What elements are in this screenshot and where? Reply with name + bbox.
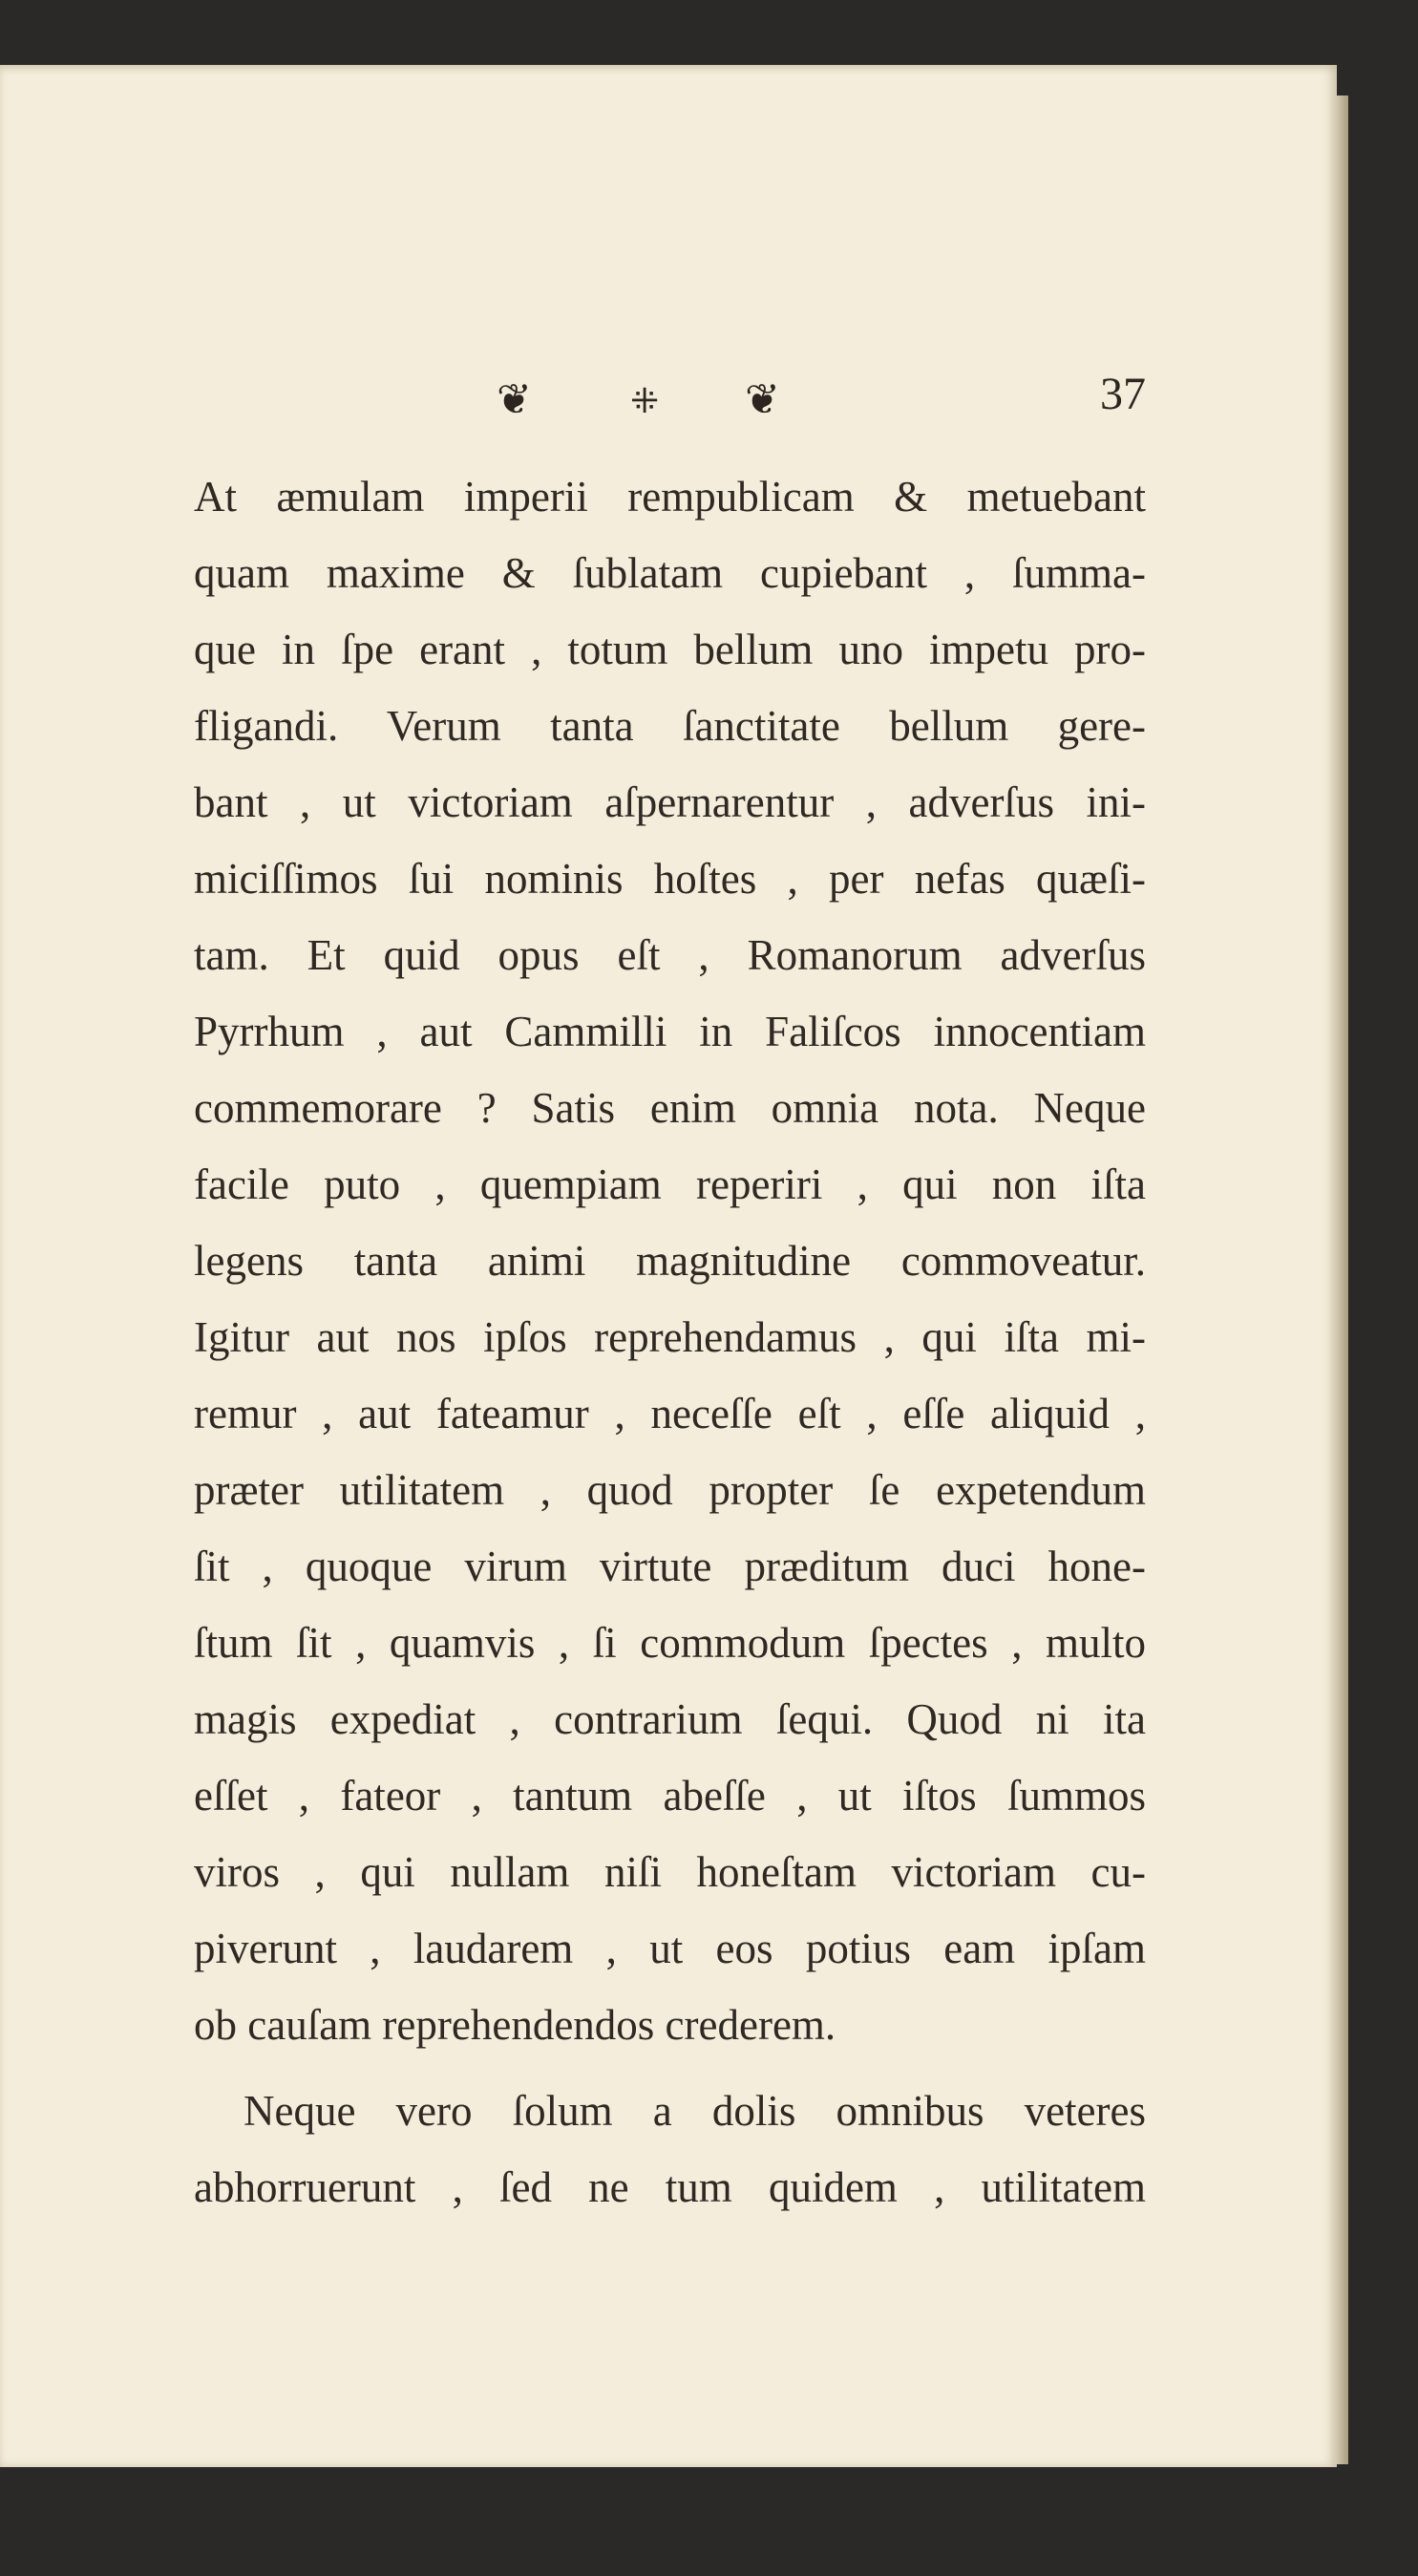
text-line: viros , qui nullam niſi honeſtam victoriam cu- xyxy=(194,1848,1146,1896)
page-edge xyxy=(1335,96,1348,2464)
text-line: miciſſimos ſui nominis hoſtes , per nefas quæſi- xyxy=(194,855,1146,903)
text-line: piverunt , laudarem , ut eos potius eam ipſam xyxy=(194,1925,1146,1972)
text-line: bant , ut victoriam aſpernarentur , adverſus ini- xyxy=(194,778,1146,826)
text-line: quam maxime & ſublatam cupiebant , ſumma- xyxy=(194,549,1146,597)
text-line: Igitur aut nos ipſos reprehendamus , qui iſta mi- xyxy=(194,1313,1146,1361)
paragraph xyxy=(194,458,1146,2063)
text-line: commemorare ? Satis enim omnia nota. Neque xyxy=(194,1084,1146,1132)
text-line: eſſet , fateor , tantum abeſſe , ut iſtos ſummos xyxy=(194,1772,1146,1820)
text-line: tam. Et quid opus eſt , Romanorum adverſus xyxy=(194,931,1146,979)
body-text xyxy=(194,458,1146,2225)
running-head xyxy=(191,368,1146,425)
text-line: facile puto , quempiam reperiri , qui non iſta xyxy=(194,1160,1146,1208)
text-line: At æmulam imperii rempublicam & metuebant xyxy=(194,473,1146,521)
paragraph xyxy=(194,2073,1146,2225)
page-number: 37 xyxy=(1100,369,1146,419)
text-line: fligandi. Verum tanta ſanctitate bellum gere- xyxy=(194,702,1146,750)
ornament-left-icon: ❦ xyxy=(497,376,532,423)
text-line: magis expediat , contrarium ſequi. Quod ni ita xyxy=(194,1695,1146,1743)
text-line: abhorruerunt , ſed ne tum quidem , utilitatem xyxy=(194,2163,1146,2211)
text-line: ſtum ſit , quamvis , ſi commodum ſpectes , multo xyxy=(194,1619,1146,1667)
text-line: præter utilitatem , quod propter ſe expetendum xyxy=(194,1466,1146,1514)
text-line: Pyrrhum , aut Cammilli in Faliſcos innocentiam xyxy=(194,1008,1146,1055)
text-line: remur , aut fateamur , neceſſe eſt , eſſe aliquid , xyxy=(194,1390,1146,1437)
text-line: legens tanta animi magnitudine commoveatur. xyxy=(194,1237,1146,1285)
ornament-center-icon: ⁜ xyxy=(630,382,660,420)
text-line: que in ſpe erant , totum bellum uno impetu pro- xyxy=(194,626,1146,673)
text-line: ob cauſam reprehendendos crederem. xyxy=(194,2001,836,2049)
ornament-right-icon: ❦ xyxy=(745,376,780,423)
text-line: ſit , quoque virum virtute præditum duci hone- xyxy=(194,1543,1146,1590)
text-line: Neque vero ſolum a dolis omnibus veteres xyxy=(243,2087,1146,2135)
